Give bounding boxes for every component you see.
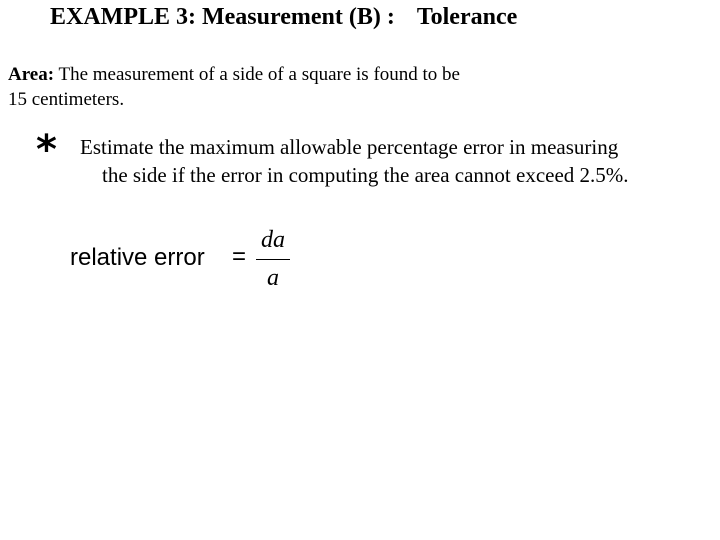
- problem-line-1: The measurement of a side of a square is found to be: [54, 64, 460, 85]
- title-sub: Tolerance: [416, 4, 518, 30]
- problem-label: Area:: [8, 64, 55, 85]
- problem-line-2: 15 centimeters.: [8, 89, 125, 110]
- task-line-2: the side if the error in computing the area cannot exceed 2.5%.: [102, 163, 629, 187]
- task-line-1: Estimate the maximum allowable percentage error in measuring: [80, 135, 619, 159]
- formula-denominator: a: [267, 265, 279, 291]
- slide-title: [50, 2, 517, 32]
- formula-equals: =: [232, 243, 247, 270]
- asterisk-bullet-icon: *: [36, 127, 57, 173]
- relative-error-formula: [70, 226, 310, 296]
- task-item: [36, 127, 716, 192]
- fraction-bar: [256, 259, 290, 260]
- formula-numerator: da: [261, 227, 285, 253]
- formula-label: relative error: [70, 244, 205, 271]
- problem-statement: [8, 62, 648, 112]
- title-main: EXAMPLE 3: Measurement (B) :: [50, 4, 395, 30]
